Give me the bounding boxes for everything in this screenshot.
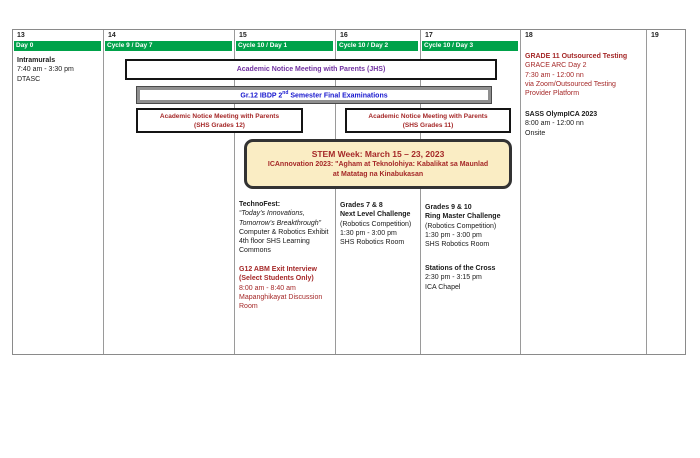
event-time: 8:00 am - 8:40 am [239,284,296,292]
event-title: Stations of the Cross [425,265,496,272]
event-location: DTASC [17,75,41,83]
day-cell-19 [647,30,687,354]
event-sass-olympica [525,110,639,138]
day-cycle-banner: Day 0 [14,41,101,51]
event-box-label-line2: (SHS Grades 12) [194,121,245,129]
event-title: Intramurals [17,57,56,64]
event-detail: (Robotics Competition) [425,222,497,230]
event-subtitle: Next Level Challenge [340,211,411,219]
event-location: 4th floor SHS Learning Commons [239,238,310,255]
day-number: 16 [340,32,348,39]
event-title: TechnoFest: [239,201,281,208]
event-time: 1:30 pm - 3:00 pm [340,229,397,237]
event-grade11-outsourced-testing [525,52,639,98]
event-title: Grades 9 & 10 [425,204,472,211]
event-location: ICA Chapel [425,283,461,291]
event-subtitle: Ring Master Challenge [425,213,501,221]
event-time: 1:30 pm - 3:00 pm [425,231,482,239]
day-cycle-banner: Cycle 10 / Day 3 [422,41,518,51]
stem-week-line3: at Matatag na Kinabukasan [332,170,424,178]
event-box-stem-week [244,139,512,189]
event-time: 7:30 am - 12:00 nn [525,71,584,79]
event-box-shs11-meeting [345,108,511,133]
day-number: 14 [108,32,116,39]
event-detail: (Robotics Competition) [340,220,412,228]
event-bar-label: Gr.12 IBDP 2nd Semester Final Examinations [240,90,388,100]
day-number: 19 [651,32,659,39]
event-time: 7:40 am - 3:30 pm [17,66,74,74]
event-time: 8:00 am - 12:00 nn [525,120,584,128]
event-title: SASS OlympICA 2023 [525,111,598,118]
event-robotics-grades-7-8 [340,201,420,247]
event-title: GRADE 11 Outsourced Testing [525,53,628,60]
day-number: 15 [239,32,247,39]
calendar-week-grid [12,29,686,355]
event-location: SHS Robotics Room [340,239,405,247]
event-location: Mapanghikayat Discussion Room [239,293,323,311]
event-robotics-grades-9-10 [425,203,519,249]
event-location: Onsite [525,129,546,137]
event-title: Grades 7 & 8 [340,202,383,209]
event-location: SHS Robotics Room [425,241,490,249]
event-bar-ibdp-exams [137,87,491,103]
event-box-label-line1: Academic Notice Meeting with Parents [159,112,280,120]
event-stations-of-the-cross [425,264,519,292]
event-box-shs12-meeting [136,108,303,133]
event-subtitle: (Select Students Only) [239,275,314,283]
event-subtitle: “Today's Innovations, Tomorrow's Breakthrough” [239,210,322,227]
stem-week-line2: ICAnnovation 2023: "Agham at Teknolohiya: Kabalikat sa Maunlad [267,161,489,168]
event-intramurals [17,56,101,84]
event-time: 2:30 pm - 3:15 pm [425,274,482,282]
day-number: 13 [17,32,25,39]
stem-week-title: STEM Week: March 15 – 23, 2023 [311,149,445,159]
day-cycle-banner: Cycle 10 / Day 2 [337,41,418,51]
event-box-label-line1: Academic Notice Meeting with Parents [368,112,488,120]
event-bar-jhs-meeting [125,59,497,80]
event-box-label-line2: (SHS Grades 11) [402,121,454,129]
day-cycle-banner: Cycle 9 / Day 7 [105,41,232,51]
event-g12-abm-exit-interview [239,265,336,311]
day-cycle-banner: Cycle 10 / Day 1 [236,41,333,51]
day-number: 18 [525,32,533,39]
event-bar-label: Academic Notice Meeting with Parents (JHS) [236,66,386,73]
day-number: 17 [425,32,433,39]
event-title: G12 ABM Exit Interview [239,266,317,273]
event-technofest [239,200,334,256]
event-subtitle: GRACE ARC Day 2 [525,62,587,70]
event-detail: Computer & Robotics Exhibit [239,228,329,236]
event-location: via Zoom/Outsourced Testing Provider Platform [525,80,616,98]
